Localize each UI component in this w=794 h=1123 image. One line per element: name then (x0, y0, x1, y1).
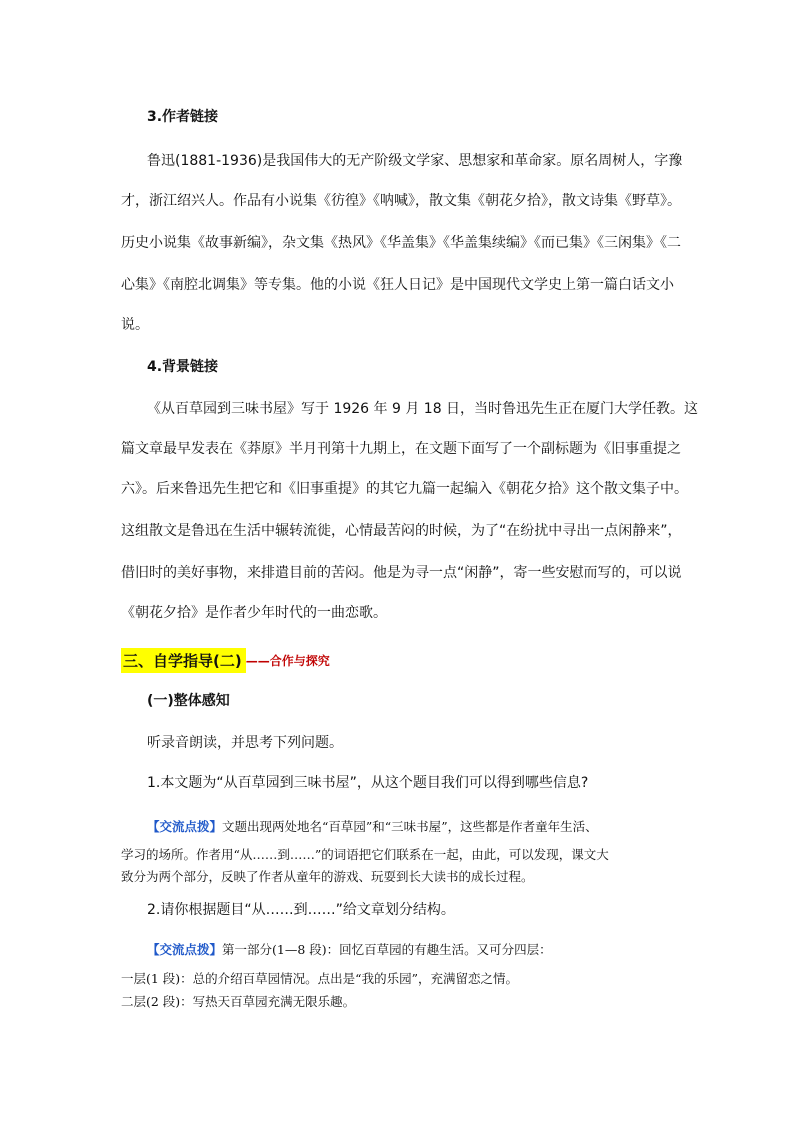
tip-label: 【交流点拨】 (147, 942, 223, 957)
question-1: 1.本文题为“从百草园到三味书屋”，从这个题目我们可以得到哪些信息? (147, 775, 589, 791)
question-2: 2.请你根据题目“从……到……”给文章划分结构。 (147, 902, 455, 918)
tip-first-line (147, 941, 552, 959)
tip-label: 【交流点拨】 (147, 819, 223, 834)
overall-perception-heading: (一)整体感知 (147, 693, 230, 709)
tip-text: 第一部分(1—8 段)：回忆百草园的有趣生活。又可分四层： (222, 942, 552, 957)
tip-line: 致分为两个部分，反映了作者从童年的游戏、玩耍到长大读书的成长过程。 (121, 869, 534, 884)
tip-line: 二层(2 段)：写热天百草园充满无限乐趣。 (121, 994, 356, 1009)
paragraph-line: 借旧时的美好事物，来排遣目前的苦闷。他是为寻一点“闲静”，寄一些安慰而写的，可以说 (121, 565, 682, 581)
tip-line: 学习的场所。作者用“从……到……”的词语把它们联系在一起，由此，可以发现，课文大 (121, 847, 609, 862)
section-subtitle: ——合作与探究 (245, 653, 330, 668)
paragraph-line: 心集》《南腔北调集》等专集。他的小说《狂人日记》是中国现代文学史上第一篇白话文小 (121, 277, 674, 293)
paragraph-line: 这组散文是鲁迅在生活中辗转流徙，心情最苦闷的时候，为了“在纷扰中寻出一点闲静来”， (121, 523, 682, 539)
tip-text: 文题出现两处地名“百草园”和“三味书屋”，这些都是作者童年生活、 (222, 819, 598, 834)
paragraph-line: 《从百草园到三味书屋》写于 1926 年 9 月 18 日，当时鲁迅先生正在厦门大学任教。这 (147, 401, 699, 417)
section-title: 三、自学指导(二) (121, 648, 246, 673)
paragraph-line: 鲁迅(1881-1936)是我国伟大的无产阶级文学家、思想家和革命家。原名周树人，字豫 (147, 153, 683, 169)
section-4-heading: 4.背景链接 (147, 359, 219, 375)
paragraph-line: 篇文章最早发表在《莽原》半月刊第十九期上，在文题下面写了一个副标题为《旧事重提之 (121, 441, 681, 457)
paragraph-line: 说。 (121, 317, 149, 333)
tip-line: 一层(1 段)：总的介绍百草园情况。点出是“我的乐园”，充满留恋之情。 (121, 971, 518, 986)
paragraph-line: 才，浙江绍兴人。作品有小说集《彷徨》《呐喊》，散文集《朝花夕拾》，散文诗集《野草》。 (121, 193, 681, 209)
instruction-text: 听录音朗读，并思考下列问题。 (147, 735, 343, 751)
section-3-heading: 3.作者链接 (147, 109, 219, 125)
paragraph-line: 六》。后来鲁迅先生把它和《旧事重提》的其它九篇一起编入《朝花夕拾》这个散文集子中。 (121, 481, 688, 497)
section-heading (121, 648, 330, 672)
tip-first-line (147, 818, 598, 836)
paragraph-line: 历史小说集《故事新编》，杂文集《热风》《华盖集》《华盖集续编》《而已集》《三闲集》《二 (121, 235, 681, 251)
paragraph-line: 《朝花夕拾》是作者少年时代的一曲恋歌。 (121, 605, 387, 621)
